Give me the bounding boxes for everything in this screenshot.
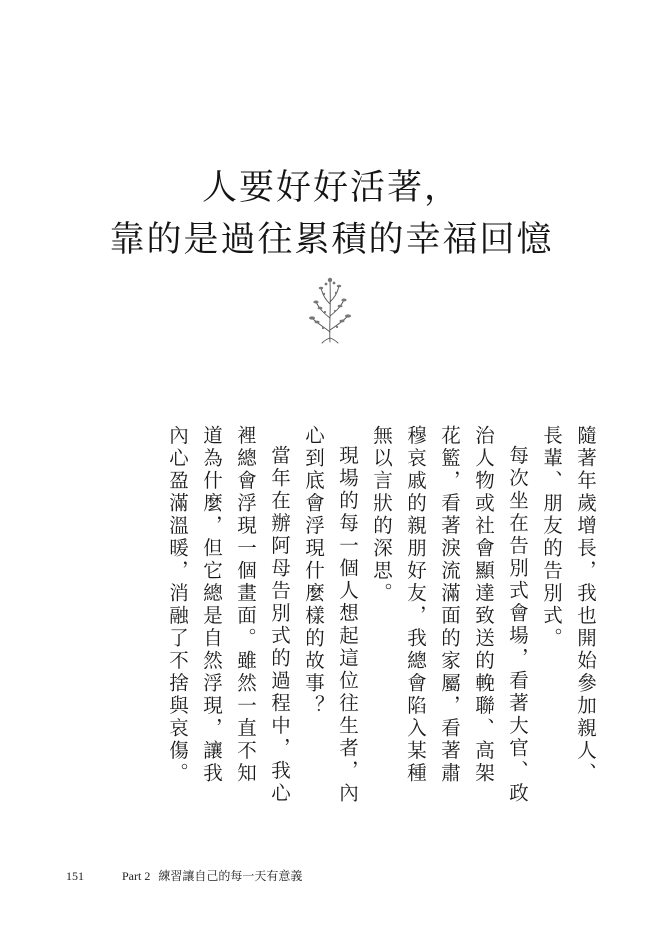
paragraph: 現場的每一個人想起這位往生者，內心到底會浮現什麼樣的故事？ (302, 425, 359, 805)
page-number: 151 (66, 869, 84, 883)
page-footer (66, 867, 302, 884)
part-label: Part 2 (122, 869, 151, 883)
paragraph: 隨著年歲增長，我也開始參加親人、長輩、朋友的告別式。 (540, 425, 597, 785)
chapter-title: 練習讓自己的每一天有意義 (158, 869, 303, 883)
body-text (150, 425, 602, 805)
botanical-sprig-icon (300, 272, 360, 344)
paragraph: 當年在辦阿母告別式的過程中，我心裡總會浮現一個畫面。雖然一直不知道為什麼，但它總是自然浮現，讓我內心盈滿溫暖，消融了不捨與哀傷。 (166, 425, 291, 805)
page-title-line-2: 靠的是過往累積的幸福回憶 (109, 220, 554, 260)
paragraph: 每次坐在告別式會場，看著大官、政治人物或社會顯達致送的輓聯、高架花籃，看著淚流滿面的家屬，看著肅穆哀戚的親朋好友，我總會陷入某種無以言狀的深思。 (370, 425, 529, 805)
page-title-line-1: 人要好好活著， (201, 168, 461, 208)
